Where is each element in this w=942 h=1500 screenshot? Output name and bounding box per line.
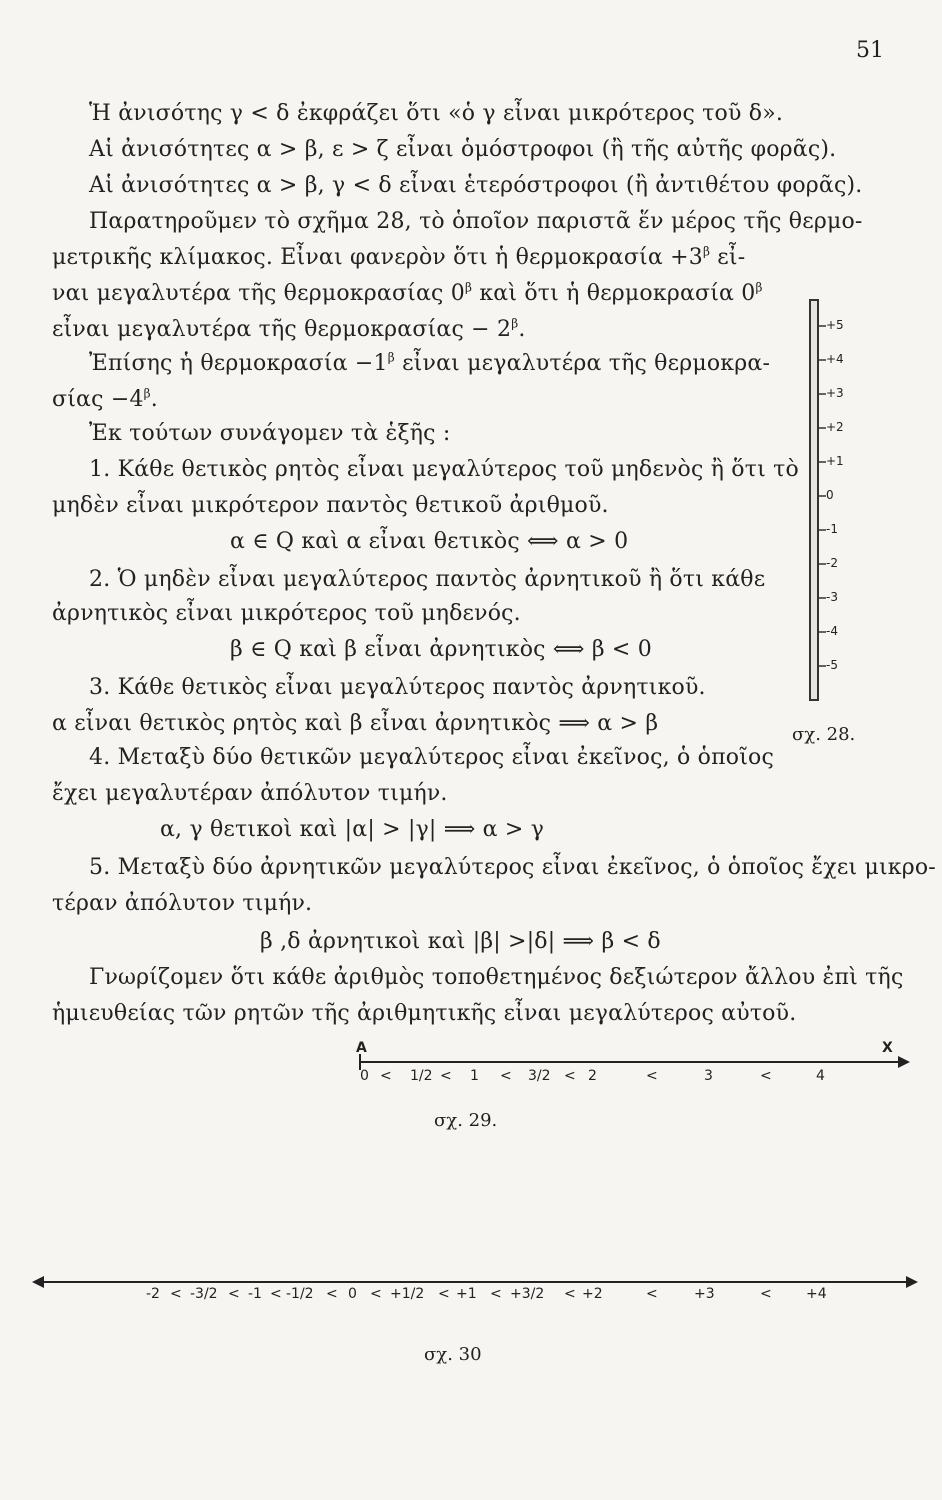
- text-span: εἶναι μεγαλυτέρα τῆς θερμοκρασίας − 2: [52, 317, 512, 342]
- tick-label: +1: [456, 1286, 477, 1302]
- less-than-sign: <: [170, 1286, 182, 1302]
- tick-label: +1/2: [390, 1286, 425, 1302]
- less-than-sign: <: [500, 1068, 512, 1084]
- tick-label: 4: [816, 1068, 825, 1084]
- figure-30-caption: σχ. 30: [424, 1344, 482, 1365]
- figure-28-thermometer: [800, 280, 880, 740]
- text-line: [52, 244, 745, 272]
- text-line: 4. Μεταξὺ δύο θετικῶν μεγαλύτερος εἶναι ἐκεῖνος, ὁ ὁποῖος: [89, 745, 775, 770]
- superscript: β: [702, 244, 711, 259]
- text-line: ἔχει μεγαλυτέραν ἀπόλυτον τιμήν.: [52, 781, 448, 806]
- text-span: εἶ-: [717, 245, 746, 270]
- tick-label: -2: [146, 1286, 160, 1302]
- tick-label: 3: [704, 1068, 713, 1084]
- text-span: .: [150, 387, 158, 412]
- text-span: .: [518, 317, 526, 342]
- formula-line: α εἶναι θετικὸς ρητὸς καὶ β εἶναι ἀρνητικὸς ⟹ α > β: [52, 711, 659, 736]
- text-line: [52, 316, 526, 344]
- tick-label: 0: [348, 1286, 357, 1302]
- less-than-sign: <: [380, 1068, 392, 1084]
- text-line: μηδὲν εἶναι μικρότερον παντὸς θετικοῦ ἀριθμοῦ.: [52, 493, 609, 518]
- thermo-label: +2: [826, 420, 844, 434]
- thermo-label: +5: [826, 318, 844, 332]
- tick-label: 1: [470, 1068, 479, 1084]
- half-line: [350, 1040, 910, 1100]
- thermo-label: -5: [826, 658, 838, 672]
- text-line: 2. Ὁ μηδὲν εἶναι μεγαλύτερος παντὸς ἀρνητικοῦ ἢ ὅτι κάθε: [89, 567, 766, 592]
- less-than-sign: <: [438, 1286, 450, 1302]
- thermo-label: 0: [826, 488, 834, 502]
- tick-label: -1: [248, 1286, 262, 1302]
- text-line: [52, 280, 763, 308]
- thermo-label: -3: [826, 590, 838, 604]
- less-than-sign: <: [646, 1068, 658, 1084]
- figure-28-caption: σχ. 28.: [792, 724, 856, 745]
- thermo-label: -1: [826, 522, 838, 536]
- thermo-label: +3: [826, 386, 844, 400]
- text-line: 5. Μεταξὺ δύο ἀρνητικῶν μεγαλύτερος εἶναι ἐκεῖνος, ὁ ὁποῖος ἔχει μικρο-: [89, 855, 936, 880]
- tick-label: 2: [588, 1068, 597, 1084]
- text-line: Ἐκ τούτων συνάγομεν τὰ ἑξῆς :: [89, 421, 451, 446]
- text-span: καὶ ὅτι ἡ θερμοκρασία 0: [479, 281, 756, 306]
- tick-label: -3/2: [190, 1286, 218, 1302]
- less-than-sign: <: [490, 1286, 502, 1302]
- text-span: εἶναι μεγαλυτέρα τῆς θερμοκρα-: [402, 351, 771, 376]
- less-than-sign: <: [646, 1286, 658, 1302]
- tick-label: 0: [360, 1068, 369, 1084]
- text-line: ἡμιευθείας τῶν ρητῶν τῆς ἀριθμητικῆς εἶναι μεγαλύτερος αὐτοῦ.: [52, 1001, 797, 1026]
- less-than-sign: <: [270, 1286, 282, 1302]
- less-than-sign: <: [326, 1286, 338, 1302]
- less-than-sign: <: [564, 1286, 576, 1302]
- less-than-sign: <: [564, 1068, 576, 1084]
- formula-line: β ∈ Q καὶ β εἶναι ἀρνητικὸς ⟺ β < 0: [230, 637, 652, 662]
- text-line: 3. Κάθε θετικὸς εἶναι μεγαλύτερος παντὸς ἀρνητικοῦ.: [89, 675, 706, 700]
- text-line: Γνωρίζομεν ὅτι κάθε ἀριθμὸς τοποθετημένος δεξιώτερον ἄλλου ἐπὶ τῆς: [89, 965, 904, 990]
- thermo-label: -2: [826, 556, 838, 570]
- less-than-sign: <: [760, 1068, 772, 1084]
- tick-label: 3/2: [528, 1068, 551, 1084]
- text-line: Αἱ ἀνισότητες α > β, γ < δ εἶναι ἑτερόστροφοι (ἢ ἀντιθέτου φορᾶς).: [89, 173, 863, 198]
- tick-label: 1/2: [410, 1068, 433, 1084]
- thermometer-scale: [800, 280, 880, 710]
- thermo-label: +1: [826, 454, 844, 468]
- superscript: β: [387, 350, 395, 365]
- less-than-sign: <: [440, 1068, 452, 1084]
- text-line: τέραν ἀπόλυτον τιμήν.: [52, 891, 313, 916]
- tick-label: -1/2: [286, 1286, 314, 1302]
- thermo-label: +4: [826, 352, 844, 366]
- page-number: 51: [856, 38, 884, 63]
- text-span: Ἐπίσης ἡ θερμοκρασία −1: [89, 351, 388, 376]
- thermo-label: -4: [826, 624, 838, 638]
- text-line: Αἱ ἀνισότητες α > β, ε > ζ εἶναι ὁμόστροφοι (ἢ τῆς αὐτῆς φορᾶς).: [89, 137, 837, 162]
- superscript: β: [464, 280, 473, 295]
- text-span: σίας −4: [52, 387, 144, 412]
- formula-line: α, γ θετικοὶ καὶ |α| > |γ| ⟹ α > γ: [160, 817, 545, 842]
- text-line: Παρατηροῦμεν τὸ σχῆμα 28, τὸ ὁποῖον παριστᾶ ἕν μέρος τῆς θερμο-: [89, 209, 863, 234]
- text-line: ἀρνητικὸς εἶναι μικρότερος τοῦ μηδενός.: [52, 601, 521, 626]
- text-span: ναι μεγαλυτέρα τῆς θερμοκρασίας 0: [52, 281, 465, 306]
- text-line: [52, 386, 158, 414]
- text-span: μετρικῆς κλίμακος. Εἶναι φανερὸν ὅτι ἡ θερμοκρασία +3: [52, 245, 703, 270]
- formula-line: β ,δ ἀρνητικοὶ καὶ |β| >|δ| ⟹ β < δ: [260, 929, 661, 954]
- figure-30-number-line: [30, 1262, 920, 1322]
- less-than-sign: <: [228, 1286, 240, 1302]
- tick-label: +3: [694, 1286, 715, 1302]
- point-a-label: A: [356, 1040, 367, 1056]
- tick-label: +4: [806, 1286, 827, 1302]
- superscript: β: [143, 386, 151, 401]
- text-line: 1. Κάθε θετικὸς ρητὸς εἶναι μεγαλύτερος τοῦ μηδενὸς ἢ ὅτι τὸ: [89, 457, 799, 482]
- tick-label: +2: [582, 1286, 603, 1302]
- point-x-label: X: [882, 1040, 893, 1056]
- less-than-sign: <: [760, 1286, 772, 1302]
- superscript: β: [755, 280, 763, 295]
- tick-label: +3/2: [510, 1286, 545, 1302]
- less-than-sign: <: [370, 1286, 382, 1302]
- figure-29-number-line: [350, 1040, 910, 1100]
- text-line: Ἡ ἀνισότης γ < δ ἐκφράζει ὅτι «ὁ γ εἶναι μικρότερος τοῦ δ».: [89, 101, 784, 126]
- formula-line: α ∈ Q καὶ α εἶναι θετικὸς ⟺ α > 0: [230, 529, 629, 554]
- superscript: β: [511, 316, 519, 331]
- figure-29-caption: σχ. 29.: [434, 1110, 498, 1131]
- text-line: [89, 350, 770, 378]
